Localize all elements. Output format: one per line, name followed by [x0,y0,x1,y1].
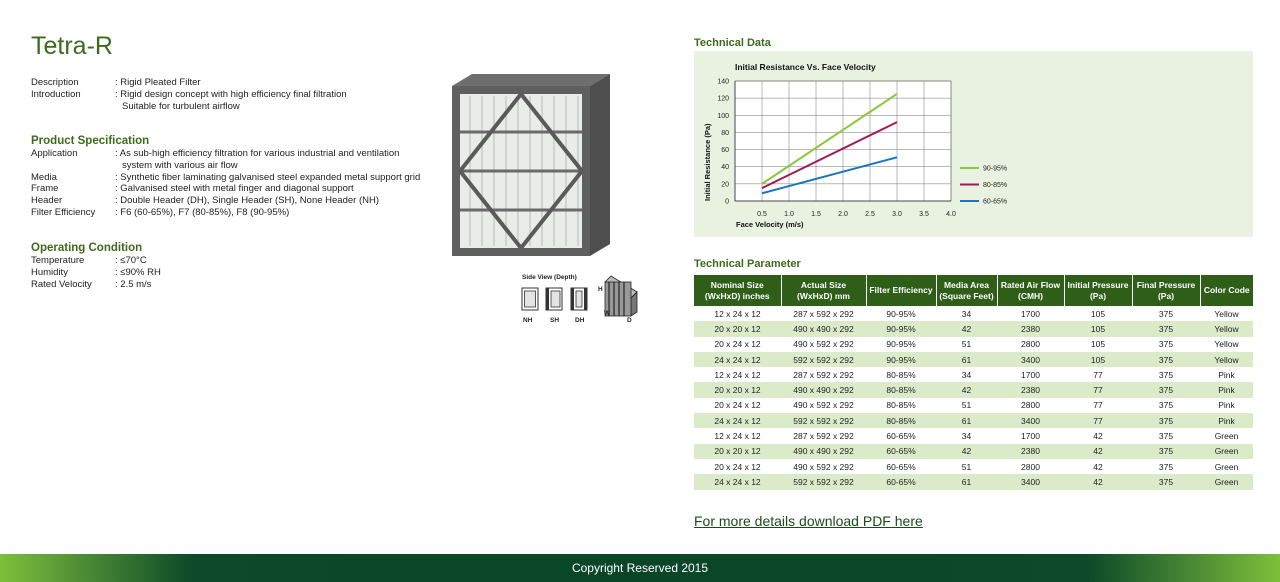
table-cell: 42 [1093,431,1103,442]
spec-value [115,77,435,89]
table-cell: 61 [936,474,997,489]
table-cell: Green [1214,431,1239,442]
y-tick-label: 100 [717,112,729,120]
table-cell: 490 x 490 x 292 [781,444,866,459]
table-cell: Pink [1200,413,1253,428]
spec-label: Header [31,195,63,207]
column-header-line: Initial Pressure [1067,279,1129,290]
table-cell: 1700 [1021,431,1040,442]
table-cell: Pink [1218,400,1235,411]
operating-heading: Operating Condition [31,242,143,254]
table-cell: 90-95% [866,352,936,367]
table-row [694,474,1253,489]
table-cell: 20 x 20 x 12 [694,444,781,459]
table-cell: Pink [1200,382,1253,397]
spec-row [31,279,435,291]
table-cell: 12 x 24 x 12 [714,369,761,380]
table-cell: 20 x 24 x 12 [714,461,761,472]
x-tick-label: 4.0 [946,211,956,218]
spec-value-line: Synthetic fiber laminating galvanised steel expanded metal support grid [120,171,421,183]
table-cell: 105 [1090,339,1106,350]
table-cell: 105 [1064,321,1132,336]
spec-label: Temperature [31,255,85,266]
table-cell: 105 [1090,308,1106,319]
column-header-line: (CMH) [1017,290,1044,301]
table-cell: 77 [1093,369,1103,380]
table-cell: 375 [1158,339,1174,350]
technical-parameter-table [694,275,1253,490]
column-header-line: Filter Efficiency [869,285,933,295]
side-view-dim-d: D [627,317,632,324]
table-row [694,306,1253,321]
spec-value-line: Galvanised steel with metal finger and diagonal support [120,183,354,195]
table-cell: 80-85% [886,369,916,380]
table-row [694,321,1253,336]
table-row [694,459,1253,474]
spec-row [31,148,435,172]
side-view-dim-w: W [604,310,611,317]
table-cell: 375 [1158,461,1174,472]
table-cell: 42 [1064,444,1132,459]
column-header-line: Rated Air Flow [1000,279,1061,290]
product-spec-list [31,148,435,219]
x-tick-label: 3.0 [892,211,902,218]
table-cell: 12 x 24 x 12 [714,431,761,442]
table-cell: 592 x 592 x 292 [781,474,866,489]
table-cell: 34 [961,308,972,319]
table-cell: 490 x 592 x 292 [793,400,854,411]
table-cell: 2380 [997,382,1064,397]
table-cell: 3400 [997,474,1064,489]
table-cell: 77 [1064,382,1132,397]
intro-list [31,77,435,112]
table-cell: 287 x 592 x 292 [793,369,854,380]
column-header [781,275,866,306]
spec-row [31,172,435,184]
spec-value-line: As sub-high efficiency filtration for various industrial and ventilation [119,148,400,159]
column-header-line: Color Code [1203,285,1250,295]
spec-row [31,77,435,89]
chart-title: Initial Resistance Vs. Face Velocity [735,62,876,72]
table-cell: 24 x 24 x 12 [694,474,781,489]
spec-label: Rated Velocity [31,278,92,290]
table-cell: 20 x 24 x 12 [714,339,761,350]
table-cell: 80-85% [866,382,936,397]
spec-row [31,267,435,279]
technical-data-heading: Technical Data [694,37,771,49]
column-header-line: Media Area [943,279,990,290]
table-cell: Green [1200,474,1253,489]
spec-value [115,89,435,113]
y-tick-label: 40 [721,164,729,172]
table-cell: 2800 [1021,400,1040,411]
table-cell: 24 x 24 x 12 [694,352,781,367]
table-row [694,413,1253,428]
table-cell: 2380 [997,321,1064,336]
table-cell: Green [1200,444,1253,459]
spec-label: Description [31,77,79,88]
legend-label: 80-85% [983,182,1008,189]
operating-list [31,255,435,290]
column-header-line: Final Pressure [1136,279,1196,290]
column-header [1200,275,1253,306]
table-cell: 80-85% [866,413,936,428]
table-cell: Yellow [1200,352,1253,367]
column-header-line: Actual Size [800,279,847,290]
x-tick-label: 2.0 [838,211,848,218]
x-tick-label: 3.5 [919,211,929,218]
spec-label: Filter Efficiency [31,206,96,218]
footer [0,554,1280,582]
side-view-label-sh: SH [550,317,560,324]
table-cell: 42 [1093,461,1103,472]
spec-value [115,255,435,267]
y-tick-label: 60 [721,147,729,155]
table-cell: 375 [1158,308,1174,319]
legend-label: 60-65% [983,198,1008,206]
table-cell: 3400 [997,352,1064,367]
y-axis-label: Initial Resistance (Pa) [703,123,712,201]
table-cell: 34 [961,431,972,442]
table-cell: Yellow [1200,321,1253,336]
table-cell: 375 [1158,400,1174,411]
spec-value-line: Suitable for turbulent airflow [122,100,240,112]
page-title: Tetra-R [31,32,113,60]
column-header [997,275,1064,306]
x-axis-label: Face Velocity (m/s) [736,220,804,229]
spec-row [31,207,435,219]
spec-value [115,207,435,219]
y-tick-label: 140 [717,78,729,86]
table-cell: 12 x 24 x 12 [714,308,761,319]
y-tick-label: 20 [721,181,729,189]
column-header-line: (WxHxD) inches [704,290,770,301]
column-header-line: (Pa) [1157,290,1175,301]
spec-label: Application [31,148,78,159]
table-cell: 375 [1158,431,1174,442]
table-cell: 90-95% [866,321,936,336]
table-cell: 60-65% [886,461,916,472]
column-header-line: (WxHxD) mm [797,290,850,301]
table-cell: 42 [936,321,997,336]
table-cell: 375 [1158,369,1174,380]
spec-label: Frame [31,183,59,195]
table-cell: 375 [1132,321,1200,336]
spec-row [31,195,435,207]
download-pdf-link[interactable]: For more details download PDF here [694,513,923,529]
table-cell: 1700 [1021,308,1040,319]
table-row [694,367,1253,382]
side-view-label-dh: DH [575,317,585,324]
spec-label: Introduction [31,88,81,100]
table-cell: 60-65% [886,431,916,442]
spec-value-line: ≤90% RH [120,266,161,278]
table-cell: 77 [1064,413,1132,428]
table-cell: 490 x 490 x 292 [781,321,866,336]
y-tick-label: 0 [725,198,729,206]
legend-label: 90-95% [983,165,1008,173]
table-cell: 60-65% [866,474,936,489]
x-tick-label: 1.0 [784,211,794,218]
table-cell: 490 x 592 x 292 [793,339,854,350]
table-row [694,444,1253,459]
side-view-label-nh: NH [523,317,533,324]
table-cell: 20 x 24 x 12 [714,400,761,411]
copyright-text: Copyright Reserved 2015 [571,561,709,575]
table-cell: 105 [1064,352,1132,367]
spec-value-line: 2.5 m/s [120,278,152,290]
table-cell: Green [1214,461,1239,472]
spec-row [31,255,435,267]
table-cell: 20 x 20 x 12 [694,321,781,336]
spec-value-line: Double Header (DH), Single Header (SH), None Header (NH) [120,195,379,207]
spec-value-line: Rigid design concept with high efficiency final filtration [120,88,347,100]
spec-value-line: system with various air flow [122,159,238,171]
table-cell: 375 [1132,413,1200,428]
table-cell: 90-95% [886,308,916,319]
column-header [1132,275,1200,306]
table-cell: Yellow [1214,308,1239,319]
table-cell: 375 [1132,352,1200,367]
table-cell: 2800 [1021,461,1040,472]
table-cell: 61 [936,352,997,367]
table-cell: 24 x 24 x 12 [694,413,781,428]
table-cell: 34 [961,369,972,380]
table-cell: 51 [961,461,972,472]
table-cell: 20 x 20 x 12 [694,382,781,397]
y-tick-label: 120 [717,95,729,103]
table-row [694,398,1253,413]
product-spec-heading: Product Specification [31,135,150,147]
table-row [694,428,1253,443]
column-header [866,275,936,306]
table-cell: Yellow [1214,339,1239,350]
side-view-title: Side View (Depth) [522,274,577,281]
table-cell: 61 [936,413,997,428]
x-tick-label: 1.5 [811,211,821,218]
side-view-diagram [519,272,644,330]
table-cell: 287 x 592 x 292 [793,431,854,442]
resistance-chart [694,51,1253,237]
x-tick-label: 0.5 [757,211,767,218]
spec-label: Humidity [31,266,68,278]
table-cell: 2380 [997,444,1064,459]
table-row [694,352,1253,367]
table-cell: 375 [1132,444,1200,459]
spec-value [115,267,435,279]
table-cell: 1700 [1021,369,1040,380]
table-cell: 60-65% [866,444,936,459]
column-header [1064,275,1132,306]
side-view-dim-h: H [598,286,603,293]
column-header [694,275,781,306]
column-header [936,275,997,306]
table-cell: 3400 [997,413,1064,428]
technical-parameter-heading: Technical Parameter [694,258,801,270]
table-cell: 77 [1093,400,1103,411]
table-cell: 42 [1064,474,1132,489]
table-cell: 592 x 592 x 292 [781,352,866,367]
spec-value-line: F6 (60-65%), F7 (80-85%), F8 (90-95%) [120,206,290,218]
table-row [694,337,1253,352]
table-cell: 51 [961,400,972,411]
spec-value [115,195,435,207]
table-row [694,382,1253,397]
chart-panel [694,51,1253,237]
table-cell: 375 [1132,382,1200,397]
table-cell: 42 [936,444,997,459]
spec-value [115,148,435,172]
column-header-line: (Square Feet) [939,290,994,301]
spec-value-line: ≤70°C [120,255,147,266]
spec-value [115,279,435,291]
x-tick-label: 2.5 [865,211,875,218]
filter-product-image [452,74,610,256]
table-cell: 592 x 592 x 292 [781,413,866,428]
table-cell: 490 x 592 x 292 [793,461,854,472]
spec-row [31,183,435,195]
spec-row [31,89,435,113]
table-cell: 51 [961,339,972,350]
table-cell: Pink [1218,369,1235,380]
column-header-line: Nominal Size [710,279,764,290]
table-cell: 80-85% [886,400,916,411]
spec-value [115,172,435,184]
spec-value-line: Rigid Pleated Filter [120,77,201,88]
spec-label: Media [31,171,57,183]
table-cell: 90-95% [886,339,916,350]
column-header-line: (Pa) [1089,290,1107,301]
y-tick-label: 80 [721,129,729,137]
table-cell: 2800 [1021,339,1040,350]
spec-value [115,183,435,195]
table-cell: 287 x 592 x 292 [793,308,854,319]
table-cell: 375 [1132,474,1200,489]
table-cell: 490 x 490 x 292 [781,382,866,397]
table-cell: 42 [936,382,997,397]
